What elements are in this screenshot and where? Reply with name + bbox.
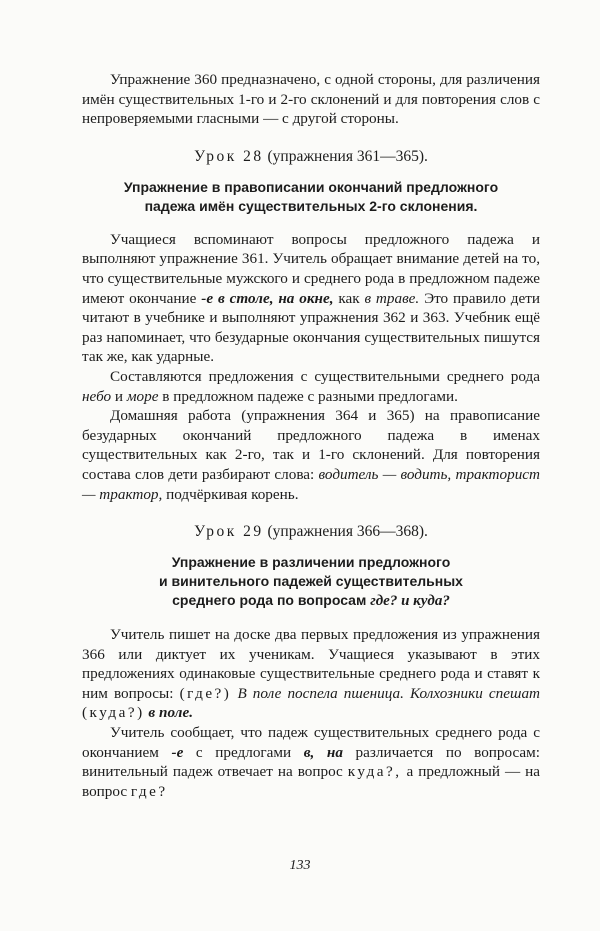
lesson-28-paragraph-3	[82, 406, 540, 504]
heading-line: Упражнение в различении предложного	[171, 554, 451, 571]
text: с предлогами	[195, 743, 292, 761]
lesson-28-paragraph-2	[82, 367, 540, 406]
lesson-29-paragraph-1	[82, 625, 540, 723]
example-words: водитель — водить, тракторист — трактор,	[82, 465, 541, 503]
heading-line: и винительного падежей существительных	[159, 573, 463, 590]
lesson-28-paragraph-1	[82, 230, 540, 367]
lesson-28-title	[82, 148, 540, 166]
heading-line: Упражнение в правописании окончаний предложного	[123, 178, 499, 195]
text: а предложный — на вопрос	[82, 763, 540, 800]
lesson-29-label: Урок 29	[194, 523, 264, 541]
example-word: небо	[82, 387, 112, 405]
lesson-28-label: Урок 28	[194, 147, 264, 165]
page-number: 133	[289, 858, 311, 873]
text: как	[338, 289, 360, 307]
lesson-29-heading	[82, 553, 540, 611]
text: в предложном падеже с разными предлогами.	[162, 387, 458, 405]
question-where-to: (куда?)	[82, 704, 145, 722]
text: Учащиеся вспоминают вопросы предложного падежа и выполняют упражнение 361. Учитель обращает внимание детей на то, что существительные мужского и среднего рода в предложном падеже имеют окончание	[82, 230, 540, 307]
text: Учитель сообщает, что падеж существительных среднего рода с окончанием	[82, 724, 540, 761]
lesson-28-exercises: (упражнения 361—365).	[267, 147, 428, 165]
example-sentence: В поле поспела пшеница. Колхозники спешат	[237, 684, 541, 702]
question-where: (где?)	[179, 684, 232, 702]
lesson-28-heading	[82, 178, 540, 216]
lesson-29-paragraph-2	[82, 723, 540, 801]
text: Домашняя работа (упражнения 364 и 365) на правописание безударных окончаний предложного падежа в именах существительных как 2-го, так и 1-го склонений. Для повторения состава слов дети разбирают слова:	[82, 407, 540, 483]
text: Составляются предложения с существительными среднего рода	[110, 367, 540, 385]
prepositions: в, на	[303, 743, 343, 761]
heading-line	[82, 591, 540, 611]
text: подчёркивая корень.	[166, 485, 299, 503]
text: и	[114, 387, 124, 405]
text: Это правило дети читают в учебнике и выполняют упражнения 362 и 363. Учебник ещё раз напоминает, что безударные окончания существительных пишутся так же, как ударные.	[82, 289, 541, 366]
example-phrase: в поле.	[148, 704, 193, 722]
ending-e: -е	[201, 289, 214, 307]
question-where-to: куда?,	[347, 763, 402, 781]
question-where: где?	[130, 782, 168, 800]
example-word: море	[126, 387, 159, 405]
text: различается по вопросам: винительный падеж отвечает на вопрос	[82, 743, 540, 781]
heading-line: падежа имён существительных 2-го склонения.	[144, 197, 478, 214]
heading-questions: где? и куда?	[370, 593, 450, 610]
ending-e: -е	[171, 743, 184, 761]
heading-text: среднего рода по вопросам	[172, 592, 367, 609]
lesson-29-exercises: (упражнения 366—368).	[267, 523, 428, 541]
example-word: в траве.	[364, 289, 420, 307]
text: Учитель пишет на доске два первых предложения из упражнения 366 или диктует их ученикам. Учащиеся указывают в этих предложениях одинаковые существительные среднего рода и ставят к ним вопросы:	[82, 626, 540, 702]
example-words: в столе, на окне,	[217, 289, 334, 307]
lesson-29-title	[82, 523, 540, 541]
intro-paragraph: Упражнение 360 предназначено, с одной стороны, для различения имён существительных 1-го и 2-го склонений и для повторения слов с непроверяемыми гласными — с другой стороны.	[82, 71, 540, 128]
